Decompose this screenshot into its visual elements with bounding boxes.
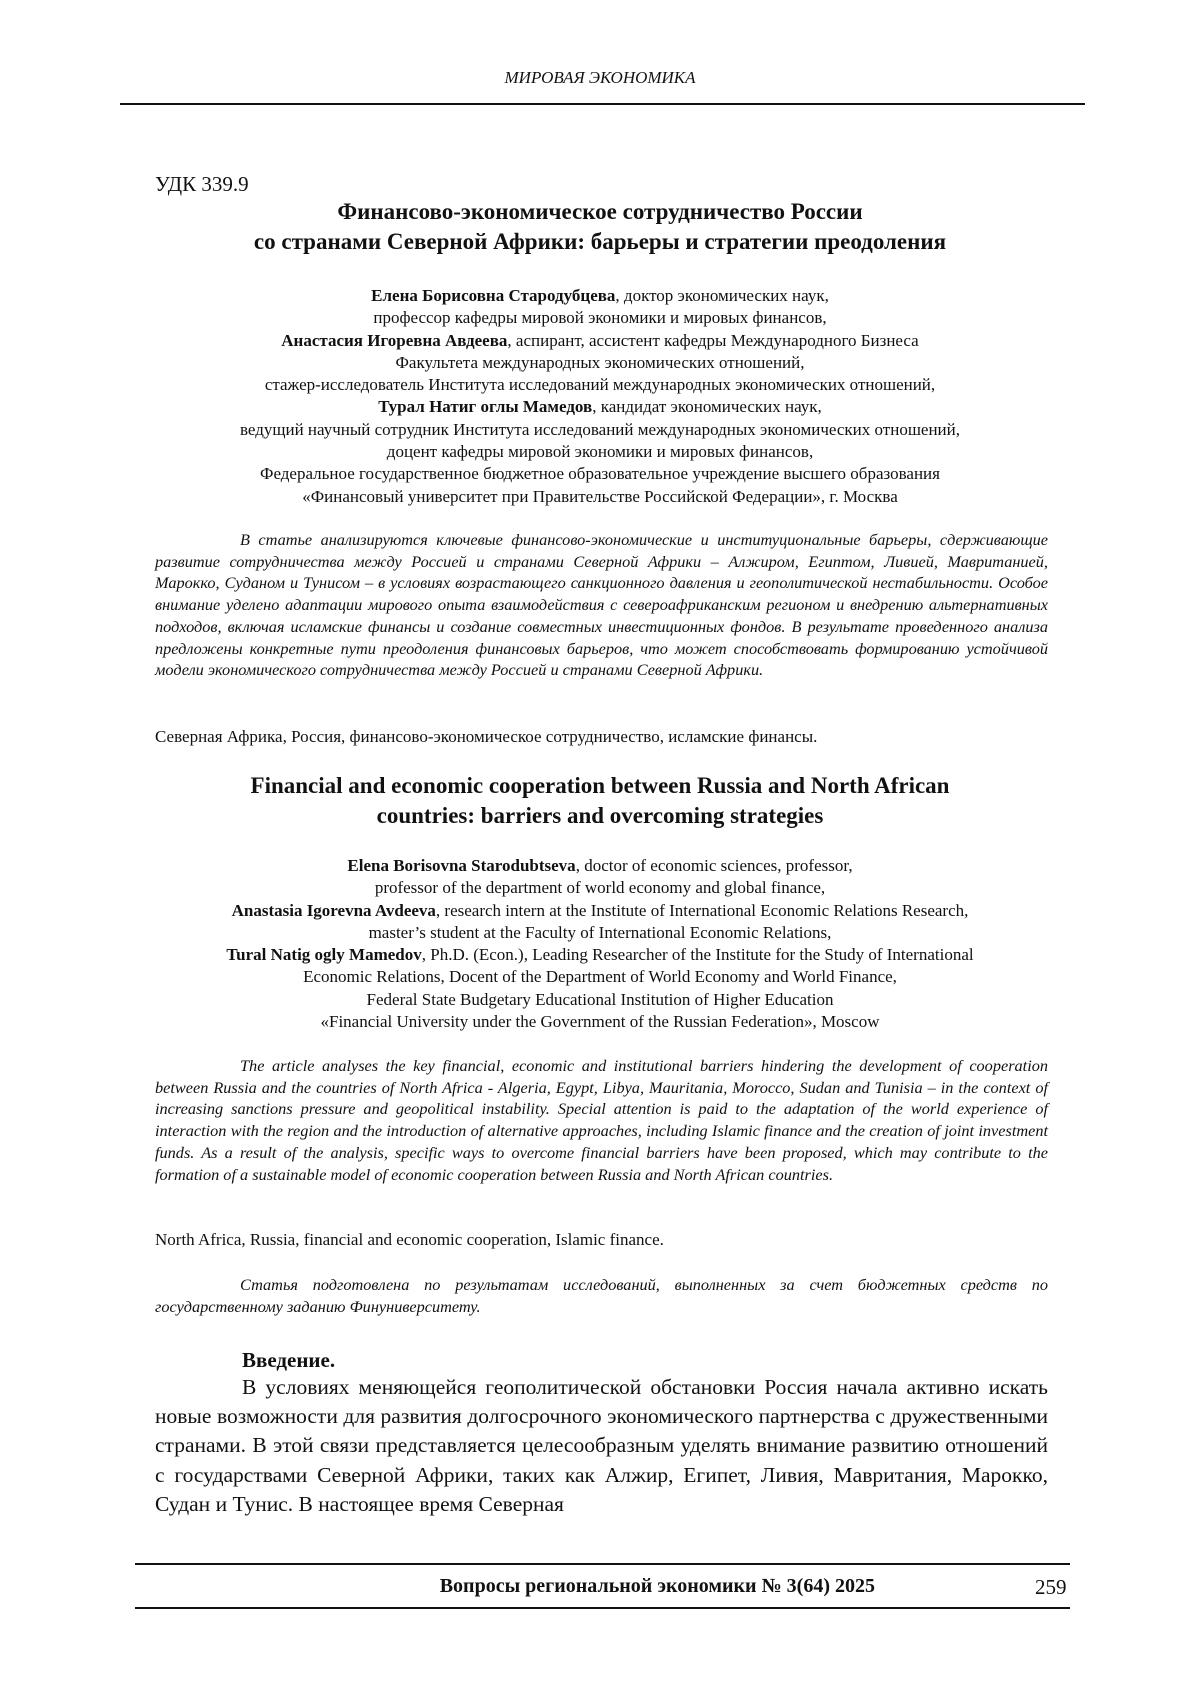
authors-ru — [150, 285, 1050, 508]
author-affiliation: Federal State Budgetary Educational Institution of Higher Education — [366, 989, 834, 1009]
author-affiliation: master’s student at the Faculty of International Economic Relations, — [368, 922, 832, 942]
section-heading-introduction: Введение. — [242, 1348, 336, 1372]
author-affiliation: , doctor of economic sciences, professor, — [575, 856, 853, 875]
author-name: Elena Borisovna Starodubtseva — [347, 856, 576, 875]
author-name: Tural Natig ogly Mamedov — [226, 945, 422, 965]
author-affiliation: Факультета международных экономических отношений, — [395, 352, 805, 372]
author-line — [150, 944, 1050, 966]
author-line — [150, 855, 1050, 877]
title-ru — [150, 197, 1050, 257]
author-name: Анастасия Игоревна Авдеева — [281, 330, 508, 350]
author-affiliation: , доктор экономических наук, — [615, 286, 829, 305]
author-line — [150, 486, 1050, 508]
author-affiliation: , Ph.D. (Econ.), Leading Researcher of the Institute for the Study of International — [421, 945, 974, 965]
keywords-ru: Северная Африка, Россия, финансово-экономическое сотрудничество, исламские финансы. — [155, 727, 818, 746]
title-en-line: countries: barriers and overcoming strategies — [376, 803, 824, 828]
running-head: МИРОВАЯ ЭКОНОМИКА — [504, 68, 696, 87]
author-affiliation: , кандидат экономических наук, — [592, 397, 822, 417]
author-name: Anastasia Igorevna Avdeeva — [231, 900, 436, 920]
author-affiliation: professor of the department of world economy and global finance, — [374, 878, 826, 898]
author-name: Елена Борисовна Стародубцева — [371, 286, 616, 305]
title-en-line: Financial and economic cooperation between Russia and North African — [250, 773, 950, 798]
header-rule — [120, 103, 1085, 105]
author-line — [150, 330, 1050, 352]
author-line — [150, 441, 1050, 463]
author-affiliation: Economic Relations, Docent of the Department of World Economy and World Finance, — [303, 967, 897, 987]
abstract-ru — [155, 529, 1048, 681]
author-affiliation: «Финансовый университет при Правительстве Российской Федерации», г. Москва — [302, 486, 898, 506]
author-line — [150, 396, 1050, 418]
intro-paragraph: В условиях меняющейся геополитической обстановки Россия начала активно искать новые возможности для развития долгосрочного экономического партнерства с дружественными странами. В этой связи представляется целесообразным уделять внимание развитию отношений с государствами Северной Африки, таких как Алжир, Египет, Ливия, Мавритания, Марокко, Судан и Тунис. В настоящее время Северная — [155, 1375, 1048, 1516]
author-line — [150, 900, 1050, 922]
title-ru-line: со странами Северной Африки: барьеры и стратегии преодоления — [253, 229, 947, 254]
author-line — [150, 922, 1050, 944]
author-affiliation: профессор кафедры мировой экономики и мировых финансов, — [373, 308, 827, 328]
udc-code: УДК 339.9 — [155, 172, 249, 196]
author-line — [150, 419, 1050, 441]
author-affiliation: , research intern at the Institute of International Economic Relations Research, — [435, 900, 969, 920]
author-line — [150, 989, 1050, 1011]
author-affiliation: ведущий научный сотрудник Института исследований международных экономических отношений, — [239, 419, 960, 439]
funding-note-text: Статья подготовлена по результатам исследований, выполненных за счет бюджетных средств по государственному заданию Финуниверситету. — [155, 1275, 1048, 1316]
footer-rule-bottom — [135, 1607, 1070, 1609]
author-line — [150, 285, 1050, 307]
intro-body — [155, 1373, 1048, 1519]
author-line — [150, 1011, 1050, 1033]
author-line — [150, 352, 1050, 374]
abstract-ru-text: В статье анализируются ключевые финансово-экономические и институциональные барьеры, сдерживающие развитие сотрудничества между Россией и странами Северной Африки – Алжиром, Египтом, Ливией, Мавританией, Марокко, Суданом и Тунисом – в условиях возрастающего санкционного давления и геополитической нестабильности. Особое внимание уделено адаптации мирового опыта взаимодействия с североафриканским регионом и внедрению альтернативных подходов, включая исламские финансы и создание совместных инвестиционных фондов. В результате проведенного анализа предложены конкретные пути преодоления финансовых барьеров, что может способствовать формированию устойчивой модели экономического сотрудничества между Россией и странами Северной Африки. — [155, 530, 1048, 680]
author-line — [150, 463, 1050, 485]
funding-note — [155, 1274, 1048, 1318]
page-number: 259 — [1035, 1575, 1067, 1599]
keywords-en: North Africa, Russia, financial and economic cooperation, Islamic finance. — [155, 1230, 664, 1249]
title-ru-line: Финансово-экономическое сотрудничество России — [337, 199, 863, 224]
author-name: Турал Натиг оглы Мамедов — [378, 397, 593, 417]
author-line — [150, 966, 1050, 988]
author-affiliation: «Financial University under the Government of the Russian Federation», Moscow — [320, 1012, 880, 1032]
author-line — [150, 374, 1050, 396]
author-affiliation: , аспирант, ассистент кафедры Международного Бизнеса — [507, 330, 919, 350]
author-affiliation: стажер-исследователь Института исследований международных экономических отношений, — [264, 375, 936, 395]
author-line — [150, 307, 1050, 329]
author-line — [150, 877, 1050, 899]
abstract-en-text: The article analyses the key financial, economic and institutional barriers hindering the development of cooperation between Russia and the countries of North Africa - Algeria, Egypt, Libya, Mauritania, Morocco, Sudan and Tunisia – in the context of increasing sanctions pressure and geopolitical instability. Special attention is paid to the adaptation of the world experience of interaction with the region and the introduction of alternative approaches, including Islamic finance and the creation of joint investment funds. As a result of the analysis, specific ways to overcome financial barriers have been proposed, which may contribute to the formation of a sustainable model of economic cooperation between Russia and North African countries. — [155, 1056, 1048, 1184]
footer-rule-top — [135, 1563, 1070, 1565]
abstract-en — [155, 1055, 1048, 1185]
author-affiliation: доцент кафедры мировой экономики и мировых финансов, — [386, 442, 814, 462]
author-affiliation: Федеральное государственное бюджетное образовательное учреждение высшего образования — [260, 464, 940, 484]
authors-en — [150, 855, 1050, 1033]
journal-issue: Вопросы региональной экономики № 3(64) 2025 — [439, 1575, 875, 1597]
title-en — [150, 771, 1050, 831]
